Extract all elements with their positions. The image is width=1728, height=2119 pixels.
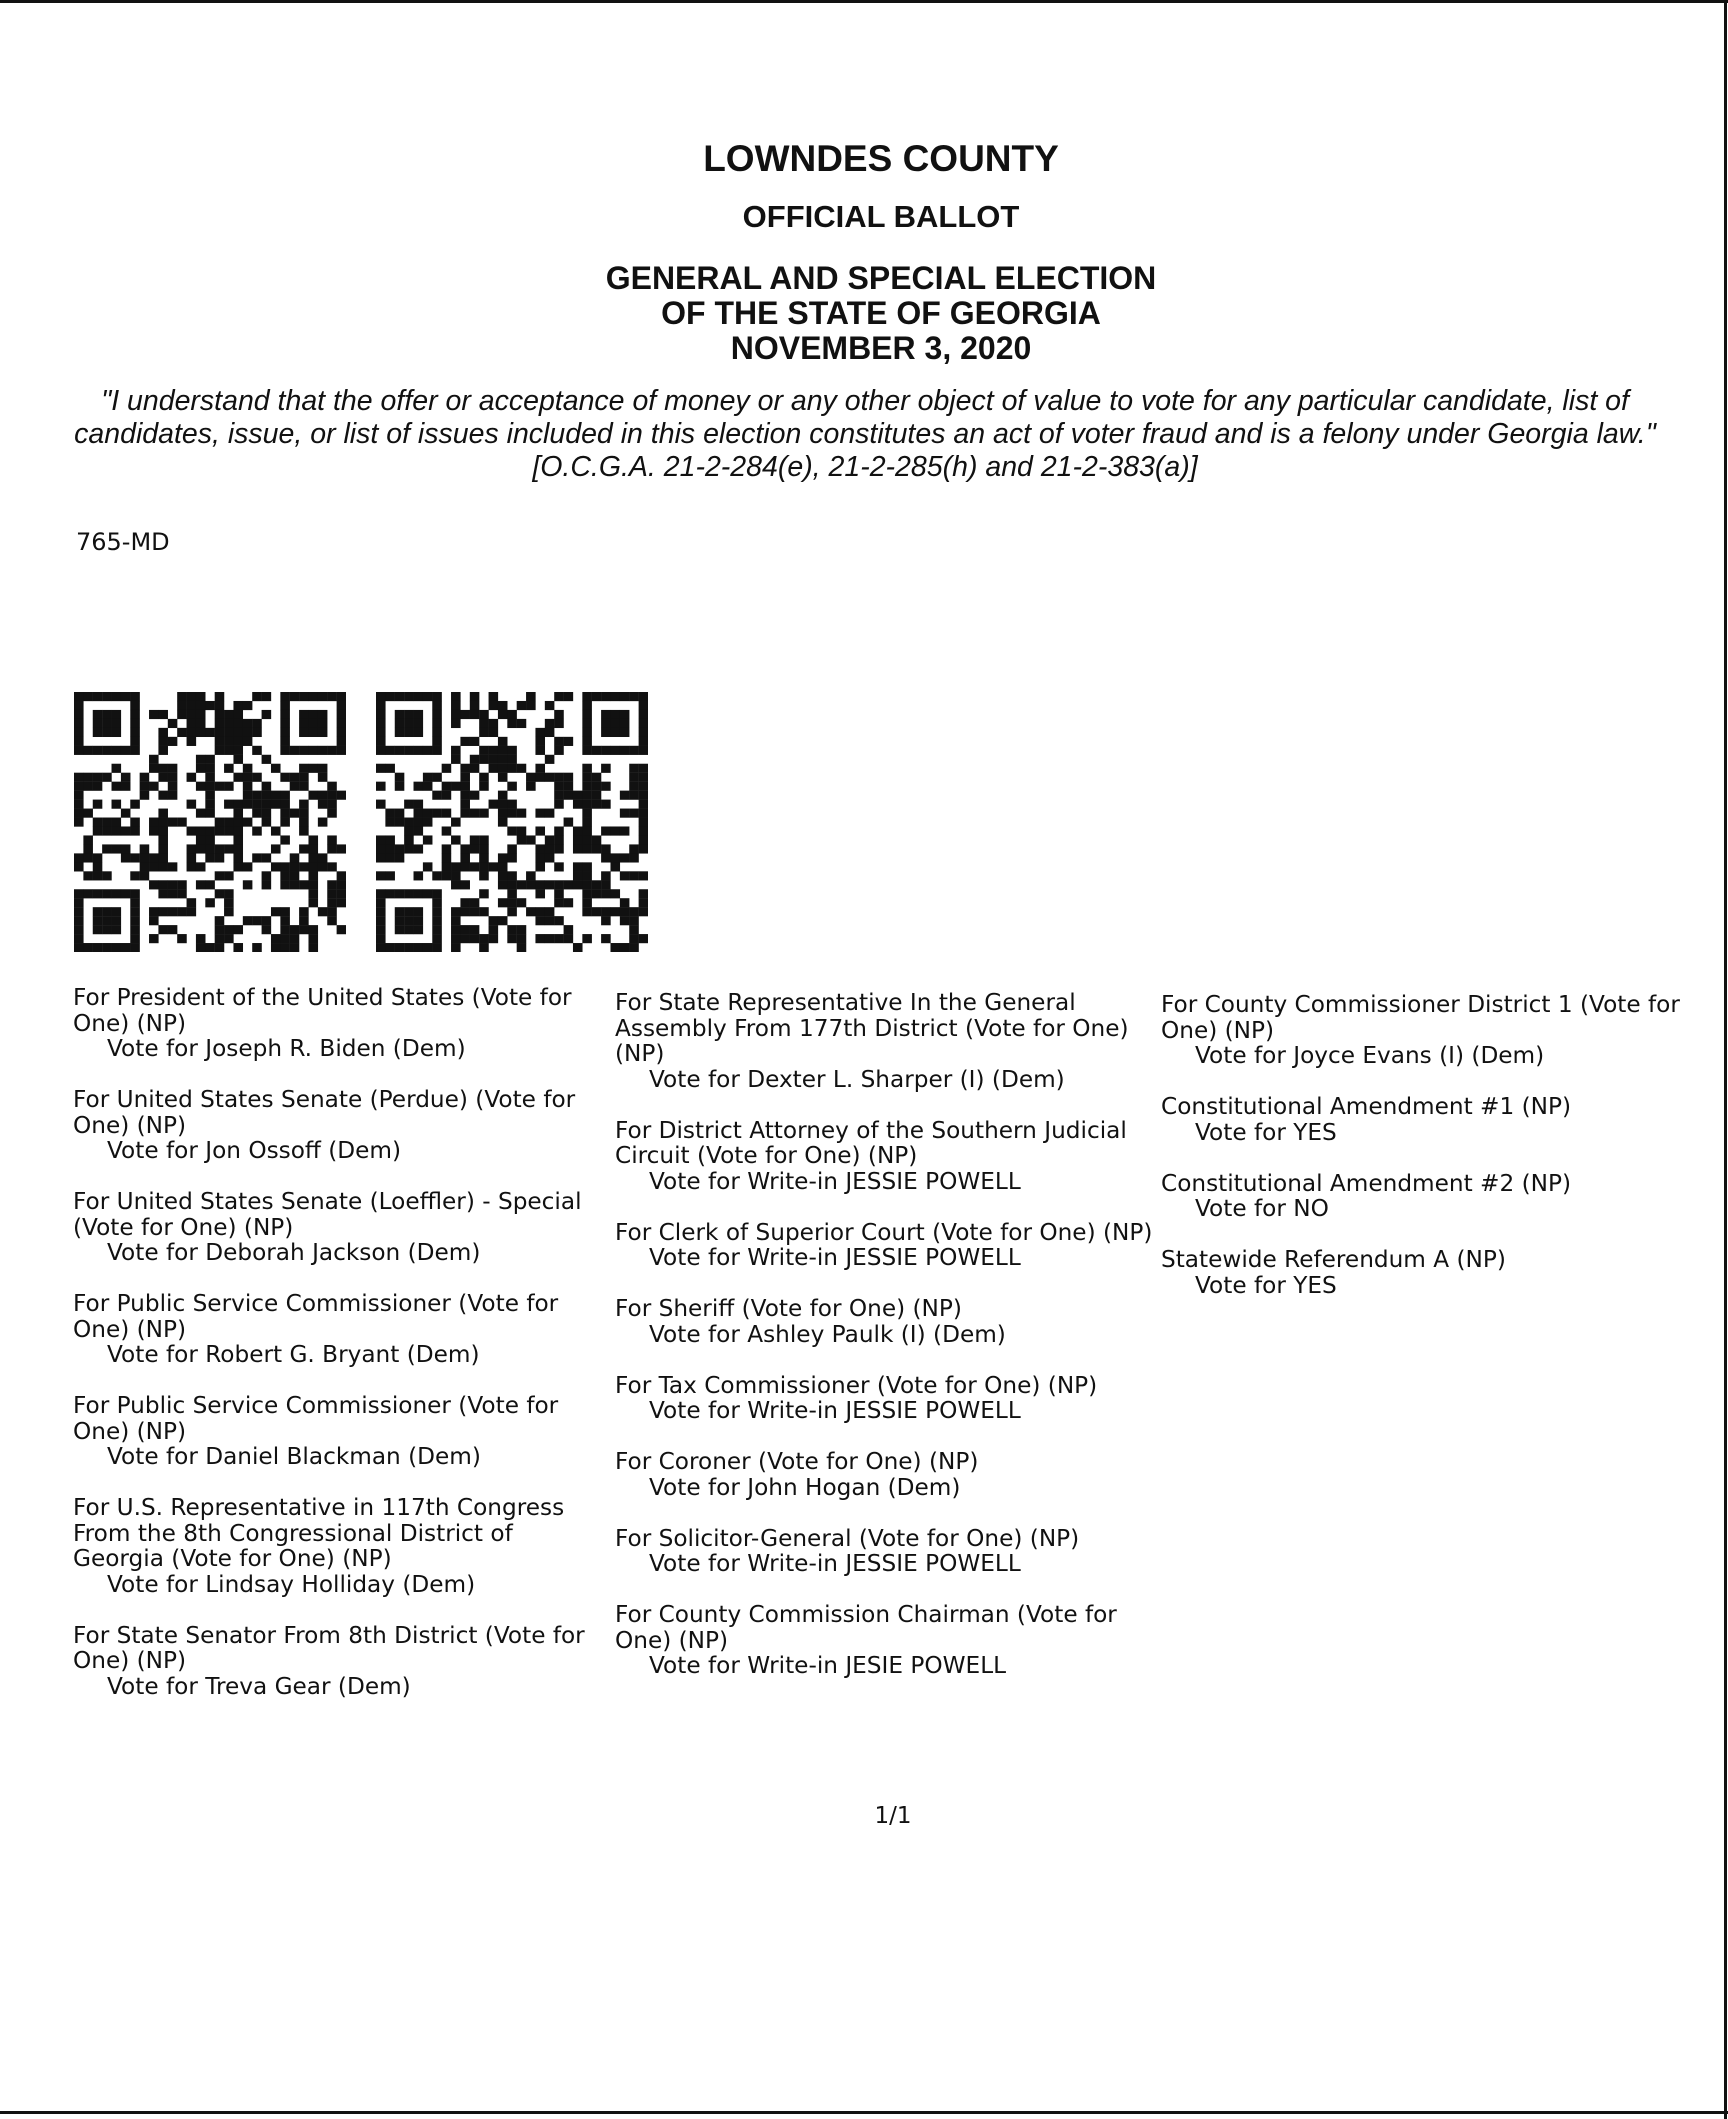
race-selection: Vote for Robert G. Bryant (Dem): [107, 1341, 480, 1368]
election-date: NOVEMBER 3, 2020: [730, 330, 1032, 366]
race-title: For U.S. Representative in 117th Congress From the 8th Congressional District of Georgia (Vote for One) (NP): [73, 1494, 565, 1572]
ballot-race: [73, 1393, 603, 1470]
qr-code-icon: [376, 692, 648, 952]
ballot-race: [615, 1296, 1155, 1347]
ballot-race: [73, 1189, 603, 1266]
race-selection: Vote for YES: [1195, 1271, 1337, 1299]
race-title: For District Attorney of the Southern Judicial Circuit (Vote for One) (NP): [615, 1116, 1127, 1169]
ballot-race: [615, 1449, 1155, 1500]
race-selection: Vote for Jon Ossoff (Dem): [107, 1137, 402, 1164]
ballot-race: [615, 990, 1155, 1092]
race-selection: Vote for Ashley Paulk (I) (Dem): [649, 1320, 1006, 1348]
race-title: For State Senator From 8th District (Vote for One) (NP): [73, 1621, 585, 1674]
ballot-race: [1161, 992, 1681, 1069]
county-title: LOWNDES COUNTY: [703, 138, 1059, 179]
ballot-column-1: [73, 985, 603, 1725]
top-border: [0, 0, 1728, 3]
ballot-race: [73, 1291, 603, 1368]
ballot-race: [73, 1087, 603, 1164]
race-title: For Public Service Commissioner (Vote for One) (NP): [73, 1290, 559, 1343]
bottom-border: [0, 2111, 1728, 2114]
ballot-type: OFFICIAL BALLOT: [742, 199, 1020, 234]
ballot-id: 765-MD: [76, 528, 170, 556]
race-selection: Vote for Write-in JESIE POWELL: [649, 1652, 1007, 1679]
ballot-race: [615, 1220, 1155, 1271]
race-selection: Vote for NO: [1195, 1195, 1329, 1222]
race-title: For Clerk of Superior Court (Vote for One) (NP): [615, 1218, 1153, 1246]
race-title: Constitutional Amendment #1 (NP): [1161, 1093, 1572, 1120]
race-title: For Tax Commissioner (Vote for One) (NP): [615, 1371, 1098, 1399]
ballot-race: [73, 1623, 603, 1700]
race-title: For State Representative In the General Assembly From 177th District (Vote for One) (NP): [615, 989, 1129, 1067]
ballot-race: [1161, 1171, 1681, 1222]
race-title: For United States Senate (Loeffler) - Special (Vote for One) (NP): [73, 1188, 582, 1241]
race-selection: Vote for Joyce Evans (I) (Dem): [1195, 1042, 1545, 1069]
voter-fraud-oath: "I understand that the offer or acceptance of money or any other object of value to vote for any particular candidate, list of candidates, issue, or list of issues included in this election constitutes an act of voter fraud and is a felony under Georgia law." [O.C.G.A. 21-2-284(e), 21-2-285(h) and 21-2-383(a)]: [74, 385, 1656, 483]
ballot-race: [615, 1526, 1155, 1577]
ballot-column-3: [1161, 992, 1681, 1324]
race-title: For County Commissioner District 1 (Vote for One) (NP): [1161, 991, 1680, 1044]
race-selection: Vote for Write-in JESSIE POWELL: [649, 1397, 1021, 1424]
race-title: For Public Service Commissioner (Vote for One) (NP): [73, 1392, 559, 1445]
race-selection: Vote for Lindsay Holliday (Dem): [107, 1570, 476, 1598]
race-selection: Vote for Write-in JESSIE POWELL: [649, 1244, 1021, 1271]
ballot-race: [615, 1118, 1155, 1195]
race-selection: Vote for YES: [1195, 1118, 1337, 1146]
race-title: For Sheriff (Vote for One) (NP): [615, 1295, 962, 1322]
election-title-line-2: OF THE STATE OF GEORGIA: [661, 295, 1101, 331]
ballot-race: [73, 985, 603, 1062]
ballot-race: [615, 1373, 1155, 1424]
race-selection: Vote for Daniel Blackman (Dem): [107, 1443, 481, 1470]
race-selection: Vote for John Hogan (Dem): [649, 1473, 961, 1501]
ballot-race: [1161, 1247, 1681, 1298]
race-title: For County Commission Chairman (Vote for One) (NP): [615, 1601, 1117, 1654]
race-title: For Solicitor-General (Vote for One) (NP): [615, 1524, 1080, 1552]
ballot-race: [615, 1602, 1155, 1679]
race-title: For President of the United States (Vote for One) (NP): [73, 984, 572, 1037]
qr-code-icon: [74, 692, 346, 952]
race-selection: Vote for Joseph R. Biden (Dem): [107, 1035, 466, 1062]
ballot-race: [73, 1495, 603, 1597]
race-selection: Vote for Dexter L. Sharper (I) (Dem): [649, 1065, 1065, 1093]
race-selection: Vote for Write-in JESSIE POWELL: [649, 1167, 1021, 1195]
ballot-column-2: [615, 990, 1155, 1704]
race-title: Statewide Referendum A (NP): [1161, 1246, 1506, 1273]
page-number: 1/1: [874, 1803, 912, 1829]
race-title: For United States Senate (Perdue) (Vote for One) (NP): [73, 1086, 576, 1139]
race-selection: Vote for Write-in JESSIE POWELL: [649, 1550, 1021, 1577]
ballot-race: [1161, 1094, 1681, 1145]
election-title-line-1: GENERAL AND SPECIAL ELECTION: [605, 260, 1157, 296]
race-title: Constitutional Amendment #2 (NP): [1161, 1169, 1572, 1197]
race-selection: Vote for Treva Gear (Dem): [107, 1672, 411, 1700]
race-selection: Vote for Deborah Jackson (Dem): [107, 1239, 481, 1266]
race-title: For Coroner (Vote for One) (NP): [615, 1448, 979, 1475]
